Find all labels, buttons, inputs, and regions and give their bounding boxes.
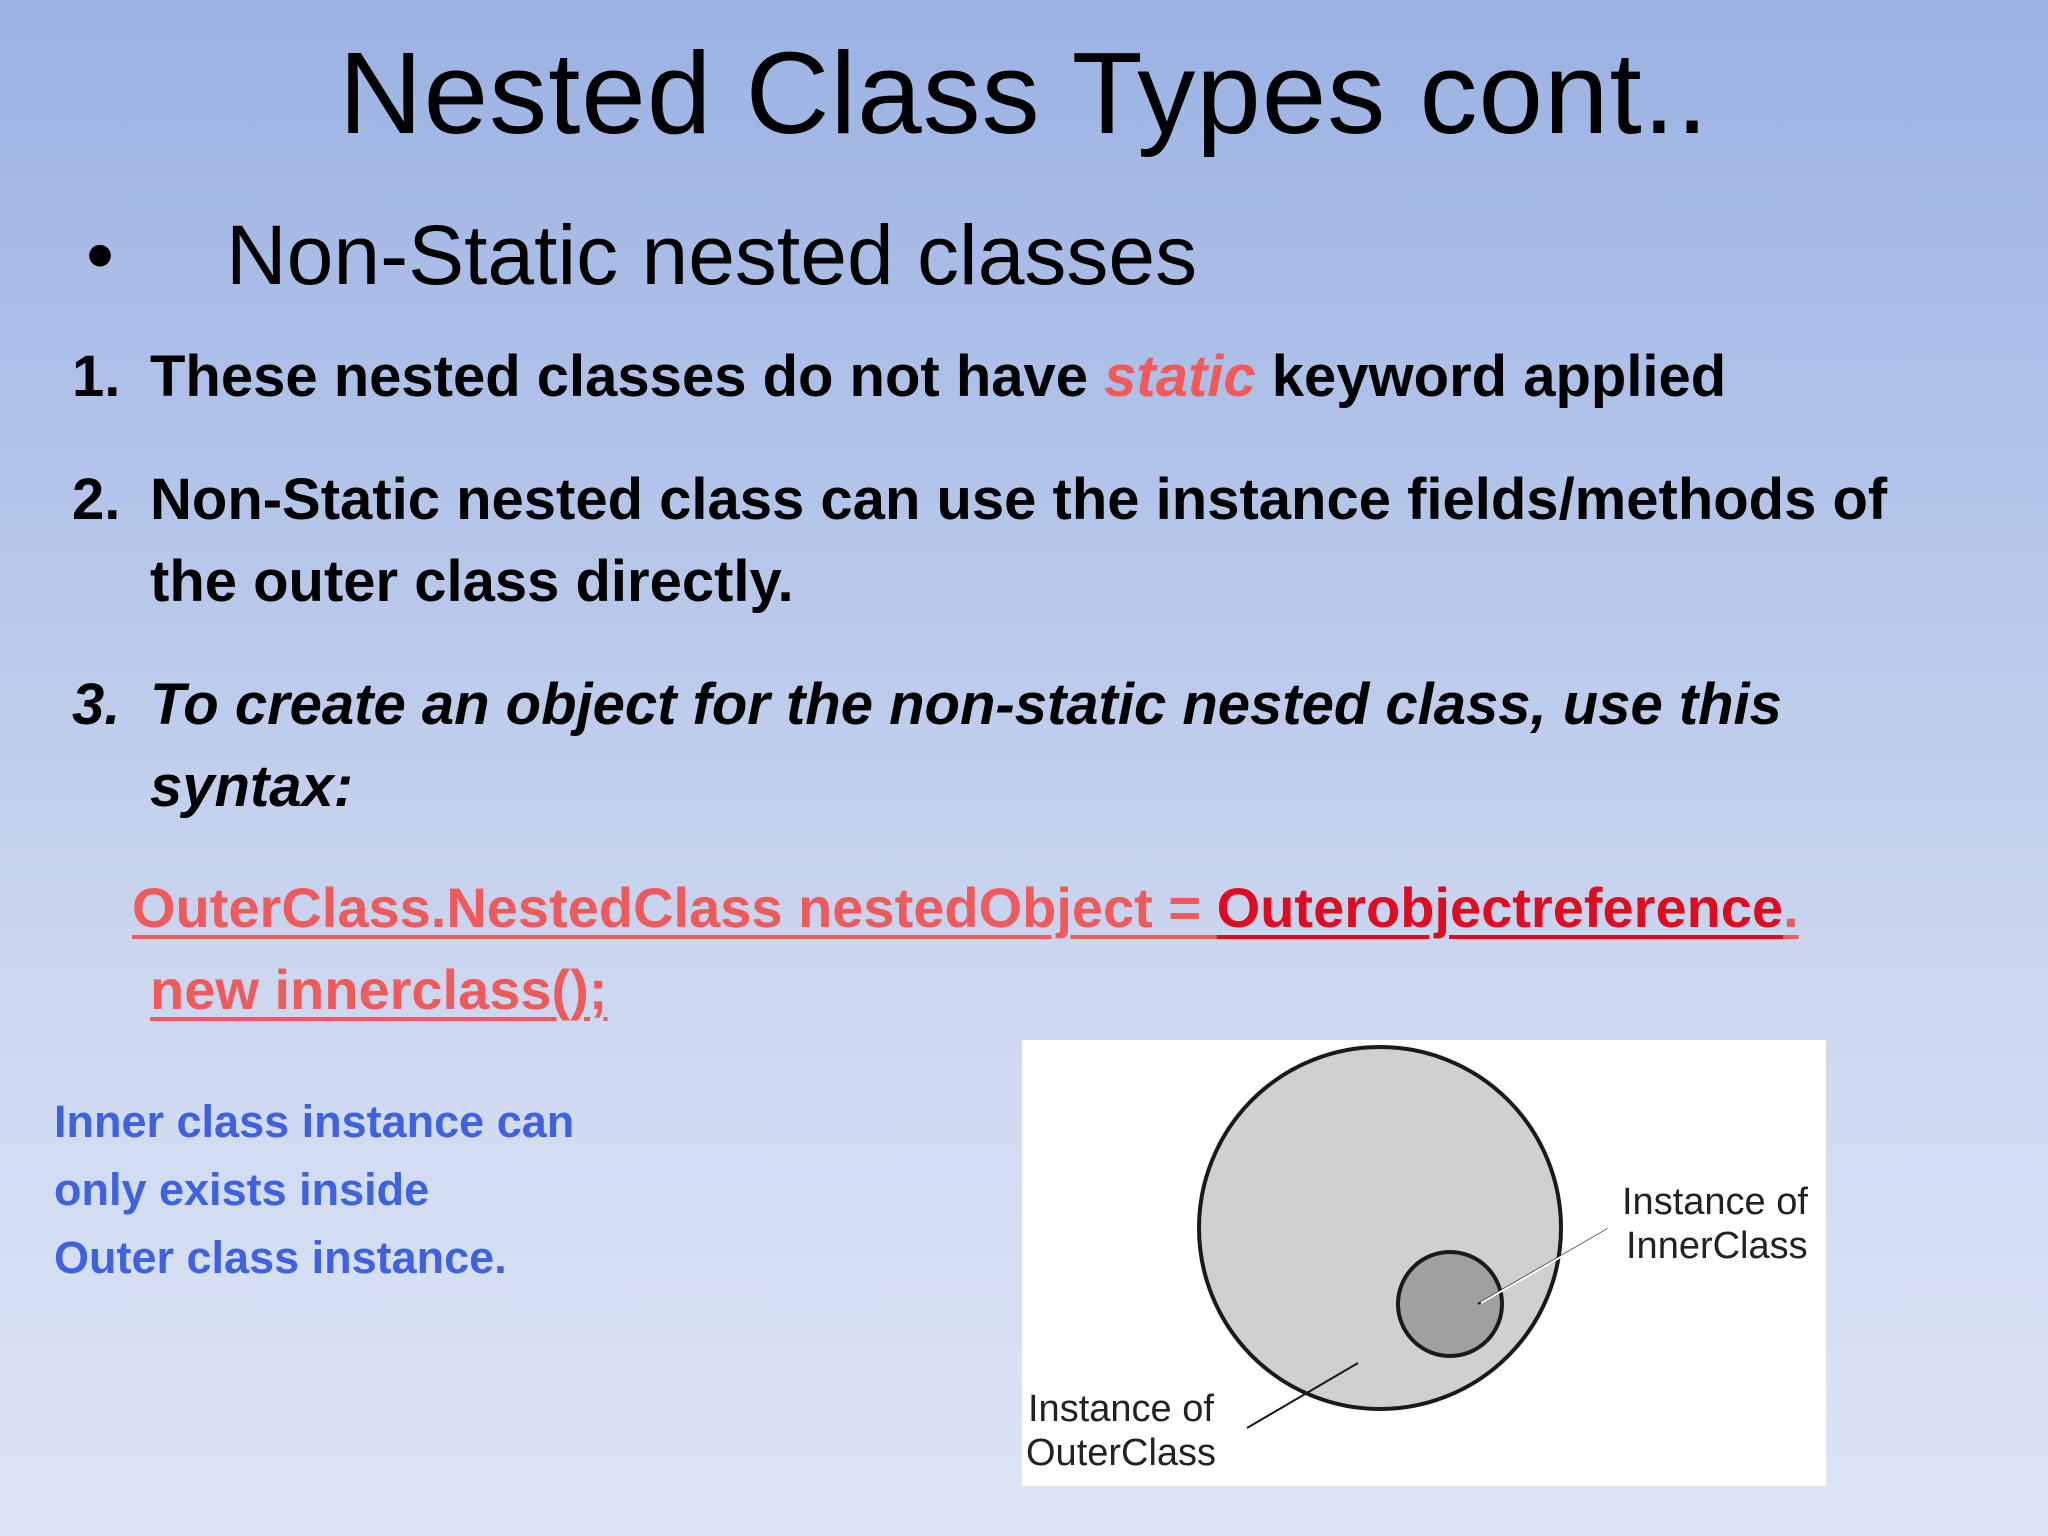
list-item-text: Non-Static nested class can use the instance fields/methods of: [150, 467, 1888, 532]
inner-instance-circle: [1398, 1252, 1502, 1356]
list-item-number: 2.: [72, 467, 121, 532]
list-item-text: keyword applied: [1255, 344, 1727, 409]
note-line: Inner class instance can: [54, 1096, 575, 1147]
slide-title: Nested Class Types cont..: [338, 28, 1710, 158]
outer-label-line-1: Instance of: [1028, 1388, 1214, 1430]
inner-label-line-2: InnerClass: [1626, 1225, 1808, 1267]
syntax-example: [132, 867, 1992, 1031]
list-item-number: 3.: [72, 672, 121, 737]
list-item-number: 1.: [72, 344, 121, 409]
note-text: [54, 1088, 694, 1292]
syntax-reference: Outerobjectreference: [1216, 876, 1784, 939]
note-line: only exists inside: [54, 1164, 430, 1215]
diagram-svg: [1022, 1040, 1826, 1486]
list-item-2: [72, 459, 1972, 623]
outer-instance-circle: [1199, 1047, 1561, 1409]
list-item-3: [72, 664, 1972, 828]
nested-instance-diagram: [1022, 1040, 1826, 1486]
syntax-declaration: OuterClass.NestedClass nestedObject =: [132, 876, 1217, 939]
list-item-text-continued: the outer class directly.: [150, 549, 794, 614]
bullet-marker: •: [86, 210, 115, 299]
list-item-1: [72, 336, 1972, 418]
syntax-dot: .: [1783, 876, 1799, 939]
note-line: Outer class instance.: [54, 1232, 507, 1283]
static-keyword: static: [1104, 344, 1256, 409]
list-item-text-continued: syntax:: [150, 754, 354, 819]
list-item-text: These nested classes do not have: [150, 344, 1105, 409]
syntax-instantiation: new innerclass();: [150, 958, 608, 1021]
bullet-heading: Non-Static nested classes: [226, 208, 1198, 302]
inner-label-line-1: Instance of: [1622, 1181, 1808, 1223]
outer-label-line-2: OuterClass: [1026, 1432, 1217, 1474]
list-item-text: To create an object for the non-static nested class, use this: [150, 672, 1782, 737]
